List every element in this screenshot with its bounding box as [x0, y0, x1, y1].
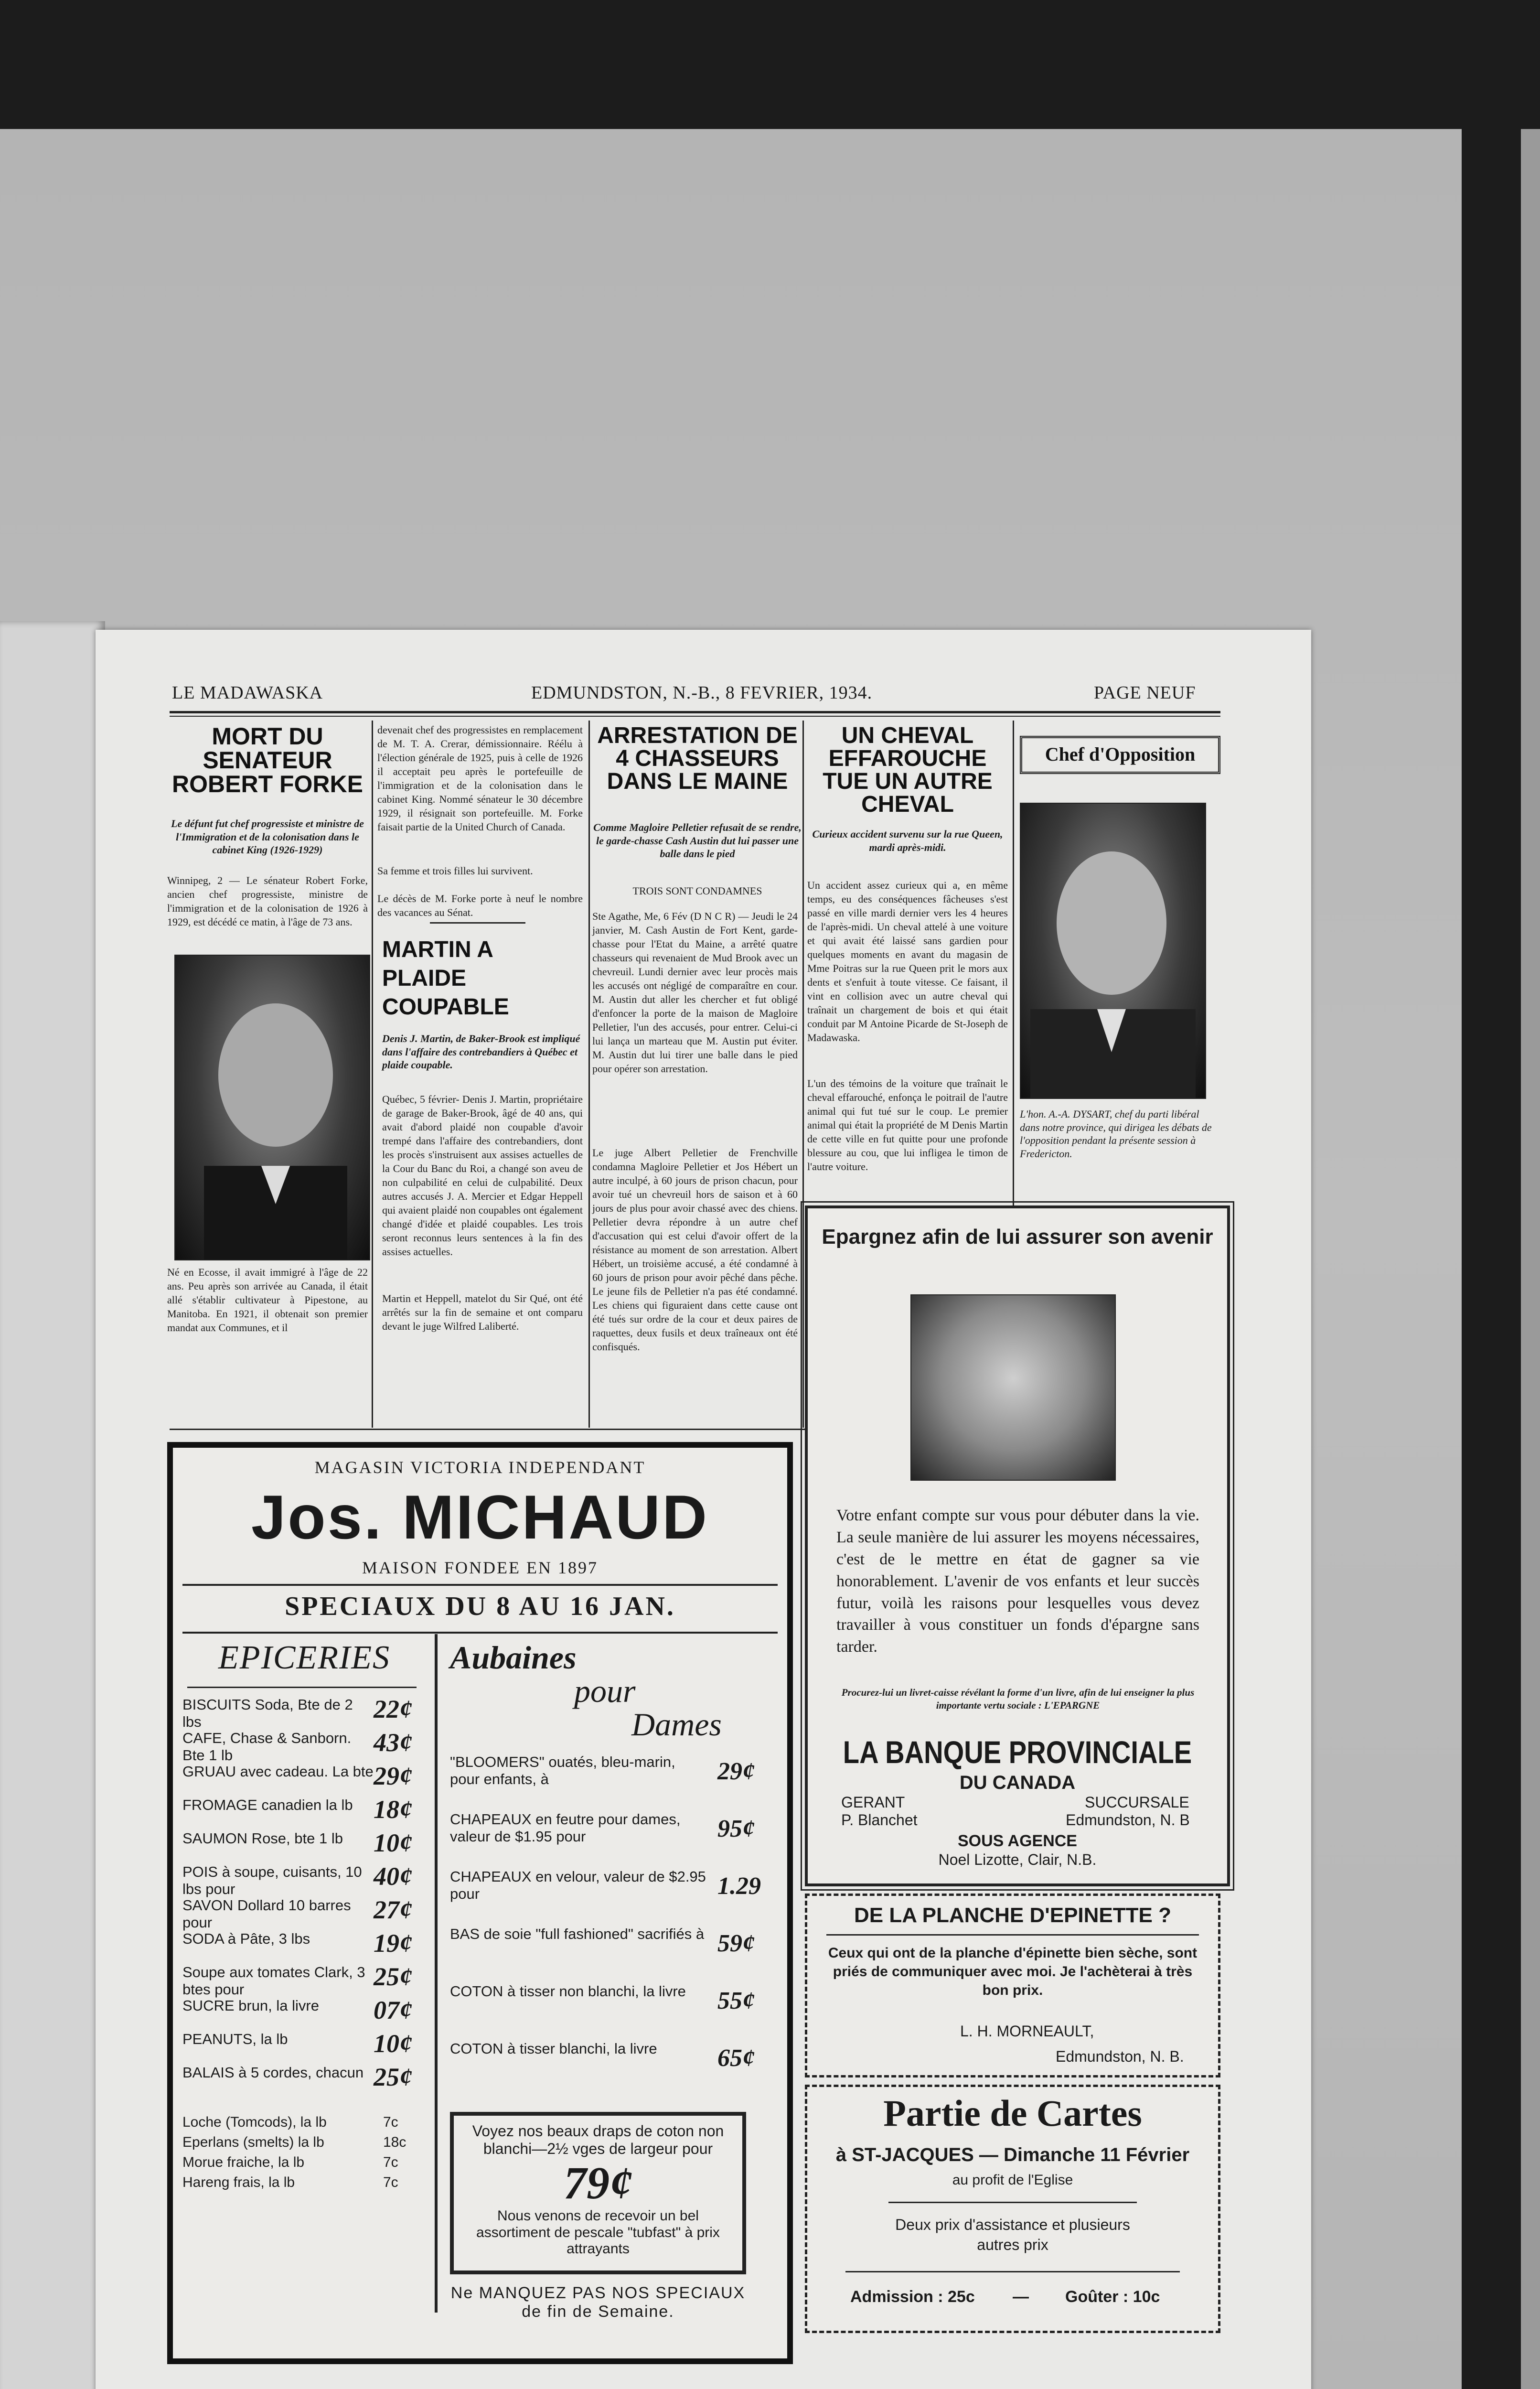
manager-name: P. Blanchet: [841, 1811, 918, 1829]
ladies-item-name: COTON à tisser non blanchi, la livre: [450, 1983, 686, 2000]
article-paragraph: Martin et Heppell, matelot du Sir Qué, ont été arrêtés sur la fin de semaine et ont comparu devant le juge Wilfred Laliberté.: [382, 1292, 583, 1333]
column-rule: [1013, 721, 1014, 1260]
ad-ladies-title: pour: [574, 1673, 636, 1709]
grocery-item-name: BISCUITS Soda, Bte de 2 lbs: [182, 1696, 353, 1730]
ladies-item-price: 55¢: [717, 1987, 755, 2014]
fish-item-price: 7c: [383, 2114, 398, 2130]
grocery-item-price: 43¢: [374, 1728, 412, 1757]
article-headline: ARRESTATION DE 4 CHASSEURS DANS LE MAINE: [597, 723, 798, 794]
article-paragraph: devenait chef des progressistes en remplacement de M. T. A. Crerar, démissionnaire. Réélu à l'élection générale de 1925, puis à celle de 1926 il acceptait peu après le portefeuille de l'immigration et de la colonisation dans le cabinet King. Nommé sénateur le 30 décembre 1929, il résignait son portefeuille. M. Forke faisait partie de la United Church of Canada.: [377, 724, 583, 833]
ladies-item-name: CHAPEAUX en velour, valeur de $2.95 pour: [450, 1868, 706, 1902]
previous-page-edge: [0, 621, 105, 2389]
ad-rule: [826, 1934, 1199, 1936]
grocery-item-name: CAFE, Chase & Sanborn. Bte 1 lb: [182, 1730, 352, 1764]
article-paragraph: Québec, 5 février- Denis J. Martin, propriétaire de garage de Baker-Brook, âgé de 40 ans, qui avait d'abord plaidé non coupable d'avoir trempé dans l'affaire des contrebandiers, dont les procès s'instruisent aux assises actuelles de la Cour du Banc du Roi, a changé son aveu de non culpabilité en celui de culpabilité. Deux autres accusés J. A. Mercier et Edgar Heppell qui avaient plaidé non coupables ont également changé d'idée et plaidé coupables. Les trois seront reconnus leurs sentences à la fin des assises actuelles.: [382, 1093, 583, 1258]
ladies-item-name: BAS de soie "full fashioned" sacrifiés à: [450, 1926, 705, 1942]
ad-footer: Ne MANQUEZ PAS NOS SPECIAUX de fin de Semaine.: [450, 2284, 746, 2321]
grocery-item-name: SAUMON Rose, bte 1 lb: [182, 1830, 343, 1847]
ad-sheets-price: 79¢: [564, 2157, 632, 2208]
branch-label: SUCCURSALE: [1085, 1794, 1189, 1811]
portrait-photo: [174, 955, 370, 1260]
article-deck: Curieux accident survenu sur la rue Queen, mardi après-midi.: [812, 828, 1003, 853]
branch-name: Edmundston, N. B: [1066, 1811, 1190, 1829]
fish-item-price: 18c: [383, 2134, 406, 2150]
column-rule: [372, 721, 373, 1428]
michaud-advertisement: [167, 1442, 793, 2364]
grocery-item-name: PEANUTS, la lb: [182, 2031, 288, 2047]
ad-rule: [182, 1632, 778, 1634]
photo-caption: L'hon. A.-A. DYSART, chef du parti libéral dans notre province, qui dirigea les débats de l'opposition pendant la présente session à Fredericton.: [1020, 1108, 1212, 1160]
ad-sheets-text: Nous venons de recevoir un bel assortiment de pescale "tubfast" à prix attrayants: [476, 2208, 720, 2257]
epinette-advertisement: [805, 1894, 1220, 2077]
agency-name: Noel Lizotte, Clair, N.B.: [938, 1851, 1097, 1868]
masthead-rule-thin: [170, 716, 1220, 717]
article-subhead: TROIS SONT CONDAMNES: [632, 885, 762, 897]
fish-item-name: Hareng frais, la lb: [182, 2174, 295, 2190]
article-headline: MORT DU SENATEUR ROBERT FORKE: [172, 723, 363, 797]
article-paragraph: Winnipeg, 2 — Le sénateur Robert Forke, ancien chef progressiste, ministre de l'immigration et de la colonisation de 1926 à 1929, est décédé ce matin, à l'âge de 73 ans.: [167, 874, 368, 928]
grocery-item-price: 19¢: [374, 1929, 412, 1958]
article-paragraph: Né en Ecosse, il avait immigré à l'âge de 22 ans. Peu après son arrivée au Canada, il était allé s'établir cultivateur à Pipestone, au Manitoba. En 1921, il obtenait son premier mandat aux Communes, et il: [167, 1266, 368, 1334]
grocery-item-name: GRUAU avec cadeau. La bte: [182, 1763, 374, 1780]
ad-signature: L. H. MORNEAULT,: [960, 2023, 1094, 2040]
bank-name: LA BANQUE PROVINCIALE: [843, 1734, 1192, 1770]
ad-place: Edmundston, N. B.: [1056, 2048, 1184, 2065]
column-rule: [588, 721, 590, 1428]
ad-rule: [888, 2202, 1137, 2203]
ad-rule: [187, 1687, 417, 1688]
event-line: à ST-JACQUES — Dimanche 11 Février: [835, 2144, 1190, 2165]
article-deck: Denis J. Martin, de Baker-Brook est impliqué dans l'affaire des contrebandiers à Québec et plaide coupable.: [382, 1033, 580, 1071]
newspaper-page: [96, 630, 1311, 2389]
ad-store-name: Jos. MICHAUD: [251, 1482, 709, 1552]
snack-price: Goûter : 10c: [1065, 2288, 1160, 2306]
grocery-item-price: 25¢: [374, 2063, 412, 2091]
grocery-item-price: 10¢: [374, 1829, 412, 1857]
ad-groceries-title: EPICERIES: [218, 1639, 391, 1676]
grocery-item-price: 40¢: [374, 1862, 412, 1891]
ad-headline: Partie de Cartes: [883, 2092, 1142, 2134]
grocery-item-name: Soupe aux tomates Clark, 3 btes pour: [182, 1964, 365, 1998]
bank-subname: DU CANADA: [959, 1772, 1076, 1793]
cartes-advertisement: [805, 2085, 1220, 2333]
ad-rule: [845, 2271, 1180, 2272]
photo-title: Chef d'Opposition: [1020, 736, 1220, 774]
masthead-paper: LE MADAWASKA: [172, 683, 323, 703]
grocery-item-name: FROMAGE canadien la lb: [182, 1797, 353, 1813]
grocery-item-name: SODA à Pâte, 3 lbs: [182, 1930, 310, 1947]
grocery-item-name: SUCRE brun, la livre: [182, 1997, 319, 2014]
manager-label: GERANT: [841, 1794, 905, 1811]
article-paragraph: L'un des témoins de la voiture que traînait le cheval effarouché, enfonça le poitrail de l'autre animal qui fut tué sur le coup. Le premier animal qui était la propriété de M Denis Martin de cette ville en fut quitte pour une profonde blessure au cou, que lui infligea le timon de l'autre voiture.: [807, 1077, 1008, 1173]
ad-ladies-title: Aubaines: [450, 1639, 577, 1676]
ad-rule: [182, 1584, 778, 1586]
grocery-item-name: BALAIS à 5 cordes, chacun: [182, 2064, 364, 2081]
fish-item-name: Eperlans (smelts) la lb: [182, 2134, 324, 2150]
admission-price: Admission : 25c: [850, 2288, 975, 2306]
article-paragraph: Ste Agathe, Me, 6 Fév (D N C R) — Jeudi le 24 janvier, M. Cash Austin de Fort Kent, garde-chasse pour l'Etat du Maine, a arrêté quatre chasseurs qui revenaient de Mud Brook avec un chevreuil. Lundi dernier avec leur procès mais les accusés ont négligé de comparaître en cour. M. Austin dut aller les chercher et fut obligé d'enfoncer la porte de la maison de Magloire Pelletier, l'un des accusés, pour entrer. Celui-ci lui lança un marteau que M. Austin put éviter. M. Austin dut lui tirer une balle dans le pied pour opérer son arrestation.: [592, 910, 798, 1075]
ad-specials: SPECIAUX DU 8 AU 16 JAN.: [285, 1592, 675, 1621]
ladies-item-price: 1.29: [717, 1872, 761, 1900]
column-rule: [802, 721, 804, 1428]
masthead-dateline: EDMUNDSTON, N.-B., 8 FEVRIER, 1934.: [531, 683, 873, 703]
ladies-item-name: CHAPEAUX en feutre pour dames, valeur de $1.95 pour: [450, 1811, 681, 1845]
article-paragraph: Sa femme et trois filles lui survivent.: [377, 865, 533, 877]
ad-founded: MAISON FONDEE EN 1897: [362, 1558, 598, 1577]
ad-body-text: Ceux qui ont de la planche d'épinette bien sèche, sont priés de communiquer avec moi. Je l'achèterai à très bon prix.: [828, 1945, 1198, 1998]
masthead-page: PAGE NEUF: [1094, 683, 1196, 703]
banque-advertisement: [805, 1205, 1230, 1886]
article-paragraph: Le décès de M. Forke porte à neuf le nombre des vacances au Sénat.: [377, 893, 583, 919]
ad-column-rule: [435, 1634, 438, 2313]
ladies-item-price: 65¢: [717, 2045, 755, 2072]
grocery-item-price: 18¢: [374, 1795, 412, 1824]
grocery-item-price: 27¢: [374, 1895, 412, 1924]
ad-sheets-text: Voyez nos beaux draps de coton non blanchi—2½ vges de largeur pour: [472, 2122, 724, 2157]
grocery-item-name: SAVON Dollard 10 barres pour: [182, 1897, 351, 1931]
ad-store-label: MAGASIN VICTORIA INDEPENDANT: [314, 1458, 646, 1477]
separator: —: [1013, 2288, 1029, 2306]
grocery-item-price: 10¢: [374, 2029, 412, 2058]
portrait-figure: [175, 956, 369, 1259]
portrait-photo: [1020, 803, 1206, 1099]
fish-item-name: Loche (Tomcods), la lb: [182, 2114, 327, 2130]
ad-headline: Epargnez afin de lui assurer son avenir: [822, 1225, 1213, 1248]
article-paragraph: Le juge Albert Pelletier de Frenchville condamna Magloire Pelletier et Jos Hébert un autre inculpé, à 60 jours de prison chacun, pour avoir tué un chevreuil hors de saison et à 60 jours de plus pour avoir chassé avec des chiens. Pelletier devra répondre à un autre chef d'accusation qui est celui d'avoir offert de la résistance au moment de son arrestation. Albert Hébert, un troisième accusé, a été condamné à 60 jours de prison pour avoir pêché dans pêche. Le jeune fils de Pelletier n'a pas été condamné. Les chiens qui figuraient dans cette cause ont été tués sur ordre de la cour et deux paires de raquettes, deux fusils et deux traîneaux ont été confisqués.: [592, 1147, 798, 1353]
agency-label: SOUS AGENCE: [957, 1832, 1077, 1850]
ad-headline: DE LA PLANCHE D'EPINETTE ?: [854, 1904, 1171, 1927]
ladies-item-price: 95¢: [717, 1815, 755, 1842]
ad-sheets-box: [450, 2112, 746, 2274]
article-headline: UN CHEVAL EFFAROUCHE TUE UN AUTRE CHEVAL: [823, 723, 993, 817]
event-line: au profit de l'Eglise: [952, 2172, 1073, 2188]
fish-item-price: 7c: [383, 2174, 398, 2190]
fish-item-name: Morue fraiche, la lb: [182, 2154, 305, 2170]
child-photo: [910, 1294, 1116, 1481]
masthead-rule: [170, 711, 1220, 713]
ladies-item-price: 29¢: [717, 1758, 755, 1785]
article-paragraph: Un accident assez curieux qui a, en même temps, eu des conséquences fâcheuses s'est passé en ville mardi dernier vers les 4 heures de l'après-midi. Un cheval attelé à une voiture et qui avait été laissé sans gardien pour quelques moments en avant du magasin de Mme Poitras sur la rue Queen prit le mors aux dents et s'enfuit à toute vitesse. Ce faisant, il vint en collision avec un autre cheval qui traînait un chargement de bois et qui était conduit par M Antoine Picarde de St-Joseph de Madawaska.: [807, 879, 1008, 1044]
grocery-item-price: 22¢: [374, 1695, 412, 1723]
ad-body-text: Votre enfant compte sur vous pour débuter dans la vie. La seule manière de lui assurer les moyens nécessaires, c'est de le mettre en état de gagner sa vie honorablement. L'avenir de vos enfants et leur succès futur, voilà les raisons pour lesquelles vous devez travailler à vous constituer un fonds d'épargne sans tarder.: [836, 1507, 1199, 1656]
ad-ladies-title: Dames: [631, 1706, 722, 1743]
event-line: Deux prix d'assistance et plusieurs autres prix: [895, 2216, 1130, 2253]
article-deck: Le défunt fut chef progressiste et ministre de l'Immigration et de la colonisation dans le cabinet King (1926-1929): [171, 818, 364, 856]
article-deck: Comme Magloire Pelletier refusait de se rendre, le garde-chasse Cash Austin dut lui passer une balle dans le pied: [593, 821, 802, 860]
article-headline: MARTIN A PLAIDE COUPABLE: [382, 937, 509, 1020]
film-edge: [1521, 129, 1540, 2389]
grocery-item-price: 25¢: [374, 1962, 412, 1991]
ladies-item-name: "BLOOMERS" ouatés, bleu-marin, pour enfants, à: [450, 1754, 675, 1787]
grocery-item-price: 29¢: [374, 1762, 412, 1790]
grocery-item-price: 07¢: [374, 1996, 412, 2024]
ad-small-text: Procurez-lui un livret-caisse révélant la forme d'un livre, afin de lui enseigner la plus importante vertu sociale : L'EPARGNE: [841, 1687, 1195, 1711]
grocery-item-name: POIS à soupe, cuisants, 10 lbs pour: [182, 1863, 362, 1897]
ladies-item-name: COTON à tisser blanchi, la livre: [450, 2040, 657, 2057]
portrait-figure: [1021, 804, 1205, 1098]
ladies-item-price: 59¢: [717, 1930, 755, 1957]
divider: [430, 922, 525, 924]
fish-item-price: 7c: [383, 2154, 398, 2170]
